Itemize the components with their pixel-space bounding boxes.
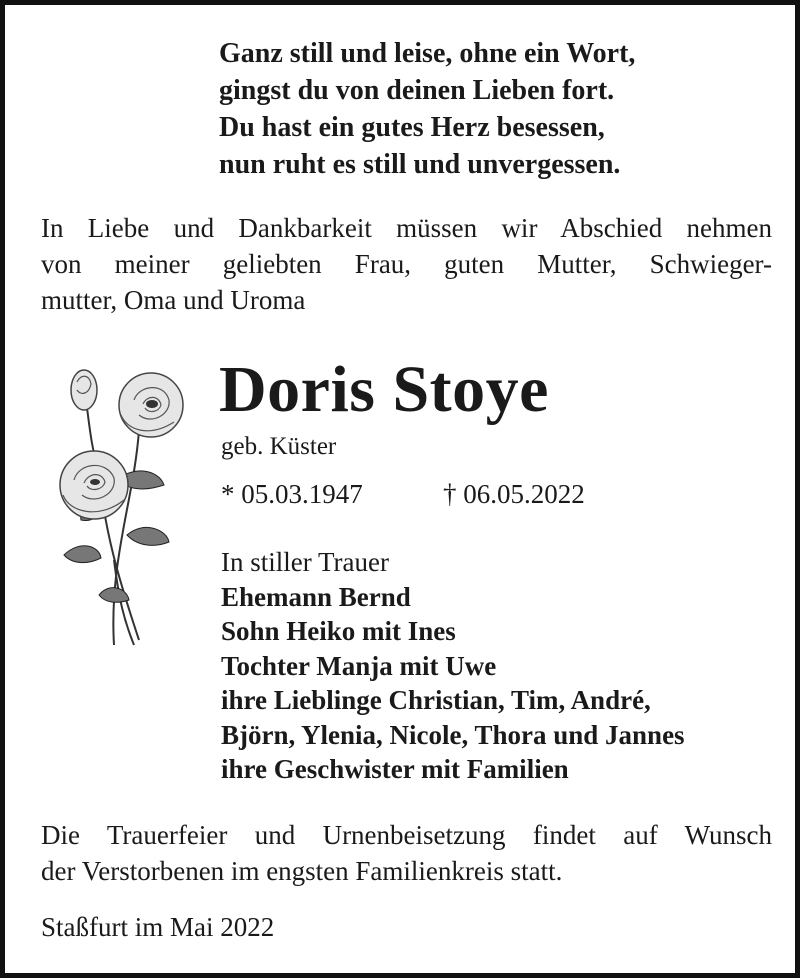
intro-line: von meiner geliebten Frau, guten Mutter, Schwieger- <box>41 249 772 279</box>
closing-line: Die Trauerfeier und Urnenbeisetzung findet auf Wunsch <box>41 820 772 850</box>
poem <box>219 35 635 183</box>
place-date: Staßfurt im Mai 2022 <box>41 912 275 942</box>
poem-line: nun ruht es still und unvergessen. <box>219 149 621 180</box>
poem-line: gingst du von deinen Lieben fort. <box>219 75 615 106</box>
mourner-line: ihre Geschwister mit Familien <box>221 754 569 784</box>
life-dates <box>221 477 585 511</box>
mourners-block <box>221 545 685 787</box>
deceased-name: Doris Stoye <box>219 353 549 426</box>
closing-text <box>41 817 772 889</box>
mourner-line: Sohn Heiko mit Ines <box>221 616 456 646</box>
intro-text <box>41 210 772 318</box>
mourners-heading: In stiller Trauer <box>221 547 389 577</box>
poem-line: Du hast ein gutes Herz besessen, <box>219 112 605 143</box>
maiden-name: geb. Küster <box>221 433 337 460</box>
mourner-line: Tochter Manja mit Uwe <box>221 650 497 681</box>
poem-line: Ganz still und leise, ohne ein Wort, <box>219 38 636 69</box>
intro-line: mutter, Oma und Uroma <box>41 285 306 315</box>
intro-line: In Liebe und Dankbarkeit müssen wir Abschied nehmen <box>41 213 772 243</box>
closing-line: der Verstorbenen im engsten Familienkreis statt. <box>41 856 563 886</box>
mourner-line: Björn, Ylenia, Nicole, Thora und Jannes <box>221 719 685 750</box>
death-date: † 06.05.2022 <box>443 479 585 509</box>
birth-date: * 05.03.1947 <box>221 479 363 509</box>
roses-icon <box>39 360 199 650</box>
mourner-line: Ehemann Bernd <box>221 581 411 612</box>
mourner-line: ihre Lieblinge Christian, Tim, André, <box>221 685 651 715</box>
